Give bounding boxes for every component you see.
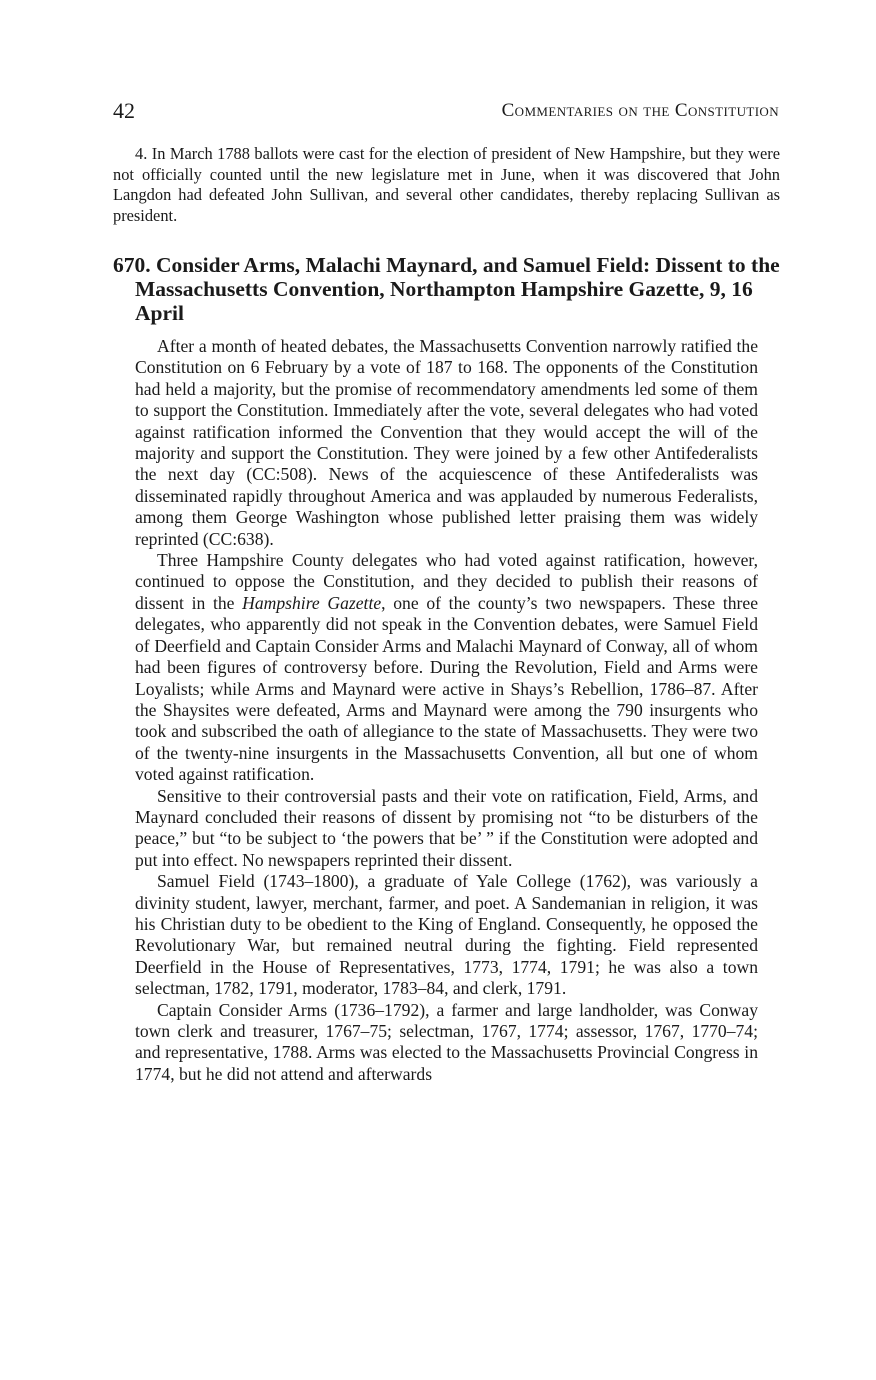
paragraph-ratification-vote: After a month of heated debates, the Massachusetts Convention narrowly ratified the Constitution on 6 February by a vote of 187 to 168. The opponents of the Constitution had held a majority, but the promise of recommendatory amendments led some of them to support the Constitution. Immediately after the vote, several delegates who had voted against ratification informed the Convention that they would accept the will of the majority and support the Constitution. They were joined by a few other Antifederalists the next day (CC:508). News of the acquiescence of these Antifederalists was disseminated rapidly throughout America and was applauded by numerous Federalists, among them George Washington whose published letter praising them was widely reprinted (CC:638). — [135, 336, 758, 549]
footnote-4: 4. In March 1788 ballots were cast for the election of president of New Hampshire, but they were not officially counted until the new legislature met in June, when it was discovered that John Langdon had defeated John Sullivan, and several other candidates, thereby replacing Sullivan as president. — [113, 144, 780, 225]
headnote-body — [135, 336, 758, 1085]
running-title: Commentaries on the Constitution — [501, 100, 779, 121]
paragraph-consider-arms-bio: Captain Consider Arms (1736–1792), a farmer and large landholder, was Conway town clerk and treasurer, 1767–75; selectman, 1767, 1774; assessor, 1767, 1770–74; and representative, 1788. Arms was elected to the Massachusetts Provincial Congress in 1774, but he did not attend and afterwards — [135, 999, 758, 1084]
document-heading: 670. Consider Arms, Malachi Maynard, and Samuel Field: Dissent to the Massachusetts Convention, Northampton Hampshire Gazette, 9, 16 April — [113, 253, 780, 325]
paragraph-reasons-of-dissent: Sensitive to their controversial pasts and their vote on ratification, Field, Arms, and Maynard concluded their reasons of dissent by promising not “to be disturbers of the peace,” but “to be subject to ‘the powers that be’ ” if the Constitution were adopted and put into effect. No newspapers reprinted their dissent. — [135, 785, 758, 870]
paragraph-samuel-field-bio: Samuel Field (1743–1800), a graduate of Yale College (1762), was variously a divinity student, lawyer, merchant, farmer, and poet. A Sandemanian in religion, it was his Christian duty to be obedient to the King of England. Consequently, he opposed the Revolutionary War, but remained neutral during the fighting. Field represented Deerfield in the House of Representatives, 1773, 1774, 1791; he was also a town selectman, 1782, 1791, moderator, 1783–84, and clerk, 1791. — [135, 871, 758, 999]
newspaper-title-italic: Hampshire Gazette — [242, 592, 382, 613]
paragraph-hampshire-delegates — [135, 550, 758, 785]
running-head — [113, 96, 779, 126]
page-number: 42 — [113, 98, 135, 123]
paragraph-text-after-italic: , one of the county’s two newspapers. These three delegates, who apparently did not speak in the Convention debates, were Samuel Field of Deerfield and Captain Consider Arms and Malachi Maynard of Conway, all of whom had been figures of controversy before. During the Revolution, Field and Arms were Loyalists; while Arms and Maynard were active in Shays’s Rebellion, 1786–87. After the Shaysites were defeated, Arms and Maynard were among the 790 insurgents who took and subscribed the oath of allegiance to the state of Massachusetts. They were two of the twenty-nine insurgents in the Massachusetts Convention, all but one of whom voted against ratification. — [135, 592, 759, 785]
paragraph-text-before-italic: Three Hampshire County delegates who had voted against ratification, however, continued to oppose the Constitution, and they decided to publish their reasons of dissent in the — [135, 550, 758, 613]
